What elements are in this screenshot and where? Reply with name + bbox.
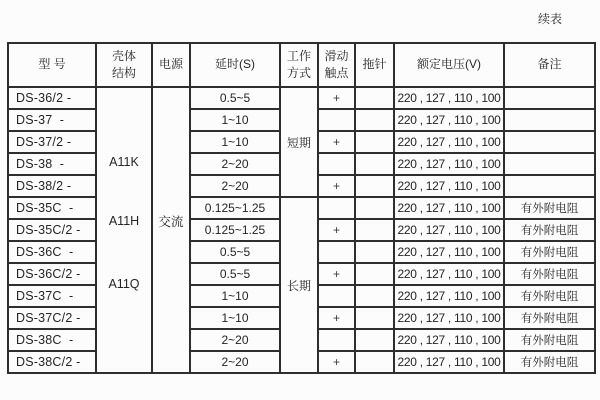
case-structure-label: A11H: [108, 214, 140, 229]
remark-cell: [504, 109, 595, 131]
column-header-power: [152, 43, 190, 87]
column-header-delay: [190, 43, 280, 87]
remark-cell: 有外附电阻: [504, 197, 595, 219]
remark-cell: [504, 153, 595, 175]
sliding-contact-cell: +: [318, 219, 355, 241]
model-cell: DS-36C/2 -: [8, 263, 96, 285]
sliding-contact-cell: [318, 109, 355, 131]
header-text: 拖针: [362, 57, 387, 72]
header-text: 备注: [537, 57, 562, 72]
remark-cell: 有外附电阻: [504, 241, 595, 263]
remark-cell: [504, 131, 595, 153]
drag-pin-cell: [355, 197, 394, 219]
remark-cell: [504, 175, 595, 197]
sliding-contact-cell: [318, 285, 355, 307]
delay-cell: 0.5~5: [190, 87, 280, 109]
sliding-contact-cell: +: [318, 87, 355, 109]
model-cell: DS-35C/2 -: [8, 219, 96, 241]
delay-cell: 0.5~5: [190, 263, 280, 285]
remark-cell: 有外附电阻: [504, 351, 595, 373]
case-structure-label: A11Q: [108, 276, 140, 291]
remark-cell: 有外附电阻: [504, 219, 595, 241]
drag-pin-cell: [355, 351, 394, 373]
header-text: 额定电压(V): [417, 57, 481, 72]
delay-cell: 1~10: [190, 285, 280, 307]
sliding-contact-cell: [318, 329, 355, 351]
rated-voltage-cell: 220 , 127 , 110 , 100: [394, 351, 504, 373]
drag-pin-cell: [355, 263, 394, 285]
sliding-contact-cell: [318, 197, 355, 219]
header-text: 触点: [324, 66, 349, 80]
rated-voltage-cell: 220 , 127 , 110 , 100: [394, 329, 504, 351]
column-header-model: [8, 43, 96, 87]
column-header-voltage: [394, 43, 504, 87]
delay-cell: 2~20: [190, 329, 280, 351]
sliding-contact-cell: +: [318, 131, 355, 153]
model-cell: DS-36C -: [8, 241, 96, 263]
delay-cell: 1~10: [190, 307, 280, 329]
rated-voltage-cell: 220 , 127 , 110 , 100: [394, 307, 504, 329]
drag-pin-cell: [355, 285, 394, 307]
model-cell: DS-35C -: [8, 197, 96, 219]
remark-cell: 有外附电阻: [504, 285, 595, 307]
work-mode-short-cell: 短期: [280, 87, 318, 197]
rated-voltage-cell: 220 , 127 , 110 , 100: [394, 263, 504, 285]
model-cell: DS-38/2 -: [8, 175, 96, 197]
rated-voltage-cell: 220 , 127 , 110 , 100: [394, 219, 504, 241]
drag-pin-cell: [355, 109, 394, 131]
rated-voltage-cell: 220 , 127 , 110 , 100: [394, 109, 504, 131]
table-header-row: [8, 43, 595, 87]
header-text: 滑动: [324, 48, 349, 63]
delay-cell: 2~20: [190, 153, 280, 175]
rated-voltage-cell: 220 , 127 , 110 , 100: [394, 241, 504, 263]
case-structure-label: A11K: [109, 154, 139, 169]
relay-spec-table: [7, 42, 596, 374]
drag-pin-cell: [355, 241, 394, 263]
model-cell: DS-38C -: [8, 329, 96, 351]
sliding-contact-cell: +: [318, 307, 355, 329]
power-source-cell: [152, 87, 190, 373]
table-row: [8, 87, 595, 109]
delay-cell: 0.5~5: [190, 241, 280, 263]
model-cell: DS-37/2 -: [8, 131, 96, 153]
model-cell: DS-36/2 -: [8, 87, 96, 109]
delay-cell: 0.125~1.25: [190, 219, 280, 241]
drag-pin-cell: [355, 175, 394, 197]
header-text: 电源: [158, 57, 183, 72]
header-text: 结构: [111, 66, 136, 80]
drag-pin-cell: [355, 87, 394, 109]
header-text: 工作: [286, 48, 311, 63]
header-text: 方式: [286, 66, 311, 80]
drag-pin-cell: [355, 219, 394, 241]
drag-pin-cell: [355, 153, 394, 175]
sliding-contact-cell: [318, 241, 355, 263]
column-header-work: [280, 43, 318, 87]
column-header-remark: [504, 43, 595, 87]
sliding-contact-cell: +: [318, 263, 355, 285]
drag-pin-cell: [355, 307, 394, 329]
continued-table-label: 续表: [537, 12, 562, 26]
rated-voltage-cell: 220 , 127 , 110 , 100: [394, 131, 504, 153]
delay-cell: 2~20: [190, 351, 280, 373]
case-structure-cell: [96, 87, 152, 373]
model-cell: DS-37C -: [8, 285, 96, 307]
remark-cell: 有外附电阻: [504, 329, 595, 351]
header-text: 壳体: [111, 48, 136, 63]
sliding-contact-cell: [318, 153, 355, 175]
work-mode-long-cell: 长期: [280, 197, 318, 373]
delay-cell: 0.125~1.25: [190, 197, 280, 219]
power-source-label: 交流: [158, 215, 184, 230]
remark-cell: 有外附电阻: [504, 263, 595, 285]
remark-cell: 有外附电阻: [504, 307, 595, 329]
delay-cell: 2~20: [190, 175, 280, 197]
column-header-slide: [318, 43, 355, 87]
sliding-contact-cell: +: [318, 175, 355, 197]
rated-voltage-cell: 220 , 127 , 110 , 100: [394, 285, 504, 307]
sliding-contact-cell: +: [318, 351, 355, 373]
rated-voltage-cell: 220 , 127 , 110 , 100: [394, 197, 504, 219]
header-text: 型 号: [38, 57, 66, 72]
rated-voltage-cell: 220 , 127 , 110 , 100: [394, 175, 504, 197]
delay-cell: 1~10: [190, 109, 280, 131]
header-text: 延时(S): [215, 57, 255, 72]
drag-pin-cell: [355, 329, 394, 351]
rated-voltage-cell: 220 , 127 , 110 , 100: [394, 87, 504, 109]
drag-pin-cell: [355, 131, 394, 153]
model-cell: DS-38C/2 -: [8, 351, 96, 373]
remark-cell: [504, 87, 595, 109]
column-header-case: [96, 43, 152, 87]
model-cell: DS-37C/2 -: [8, 307, 96, 329]
delay-cell: 1~10: [190, 131, 280, 153]
model-cell: DS-37 -: [8, 109, 96, 131]
model-cell: DS-38 -: [8, 153, 96, 175]
rated-voltage-cell: 220 , 127 , 110 , 100: [394, 153, 504, 175]
column-header-pin: [355, 43, 394, 87]
